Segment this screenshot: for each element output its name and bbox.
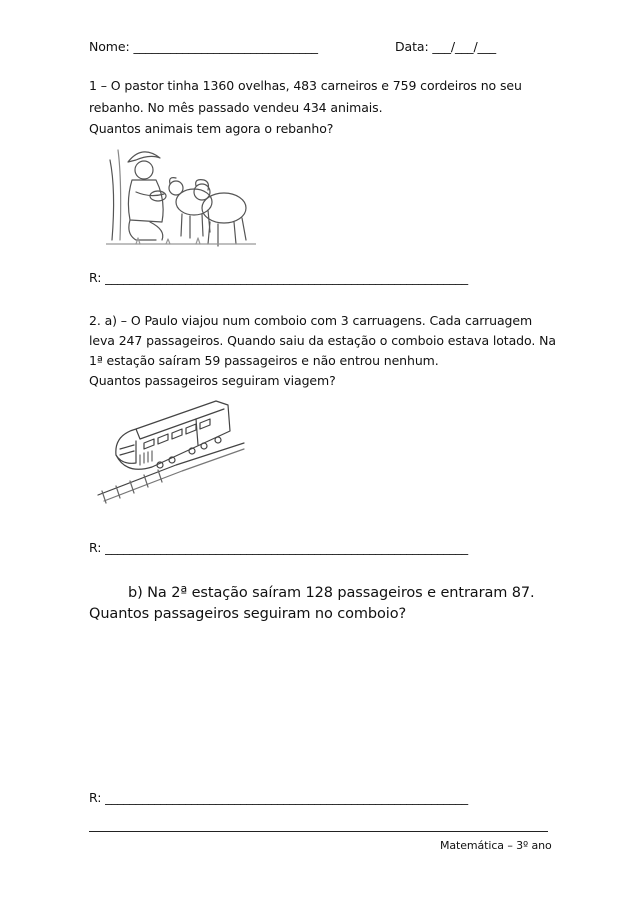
problem2a-line3: 1ª estação saíram 59 passageiros e não entrou nenhum. — [89, 353, 439, 368]
shepherd-with-sheep-illustration — [106, 140, 256, 250]
problem2b-question: Quantos passageiros seguiram no comboio? — [89, 606, 407, 622]
problem1-answer-line[interactable]: R: ___________________________________________________________ — [89, 270, 469, 285]
train-illustration — [96, 395, 246, 505]
problem2a-answer-line[interactable]: R: ___________________________________________________________ — [89, 540, 469, 555]
date-field: Data: ___/___/___ — [395, 39, 497, 54]
name-field: Nome: ______________________________ — [89, 39, 318, 54]
problem2a-line2: leva 247 passageiros. Quando saiu da estação o comboio estava lotado. Na — [89, 333, 556, 348]
problem1-line2: rebanho. No mês passado vendeu 434 animais. — [89, 100, 383, 115]
problem2b-answer-line[interactable]: R: ___________________________________________________________ — [89, 790, 469, 805]
problem2a-line1: 2. a) – O Paulo viajou num comboio com 3 carruagens. Cada carruagem — [89, 313, 533, 328]
footer-divider — [89, 831, 548, 832]
problem1-line1: 1 – O pastor tinha 1360 ovelhas, 483 carneiros e 759 cordeiros no seu — [89, 78, 522, 93]
problem2a-question: Quantos passageiros seguiram viagem? — [89, 373, 336, 388]
problem2b-line1: b) Na 2ª estação saíram 128 passageiros e entraram 87. — [128, 585, 535, 601]
problem1-question: Quantos animais tem agora o rebanho? — [89, 121, 334, 136]
footer-subject: Matemática – 3º ano — [440, 839, 552, 852]
